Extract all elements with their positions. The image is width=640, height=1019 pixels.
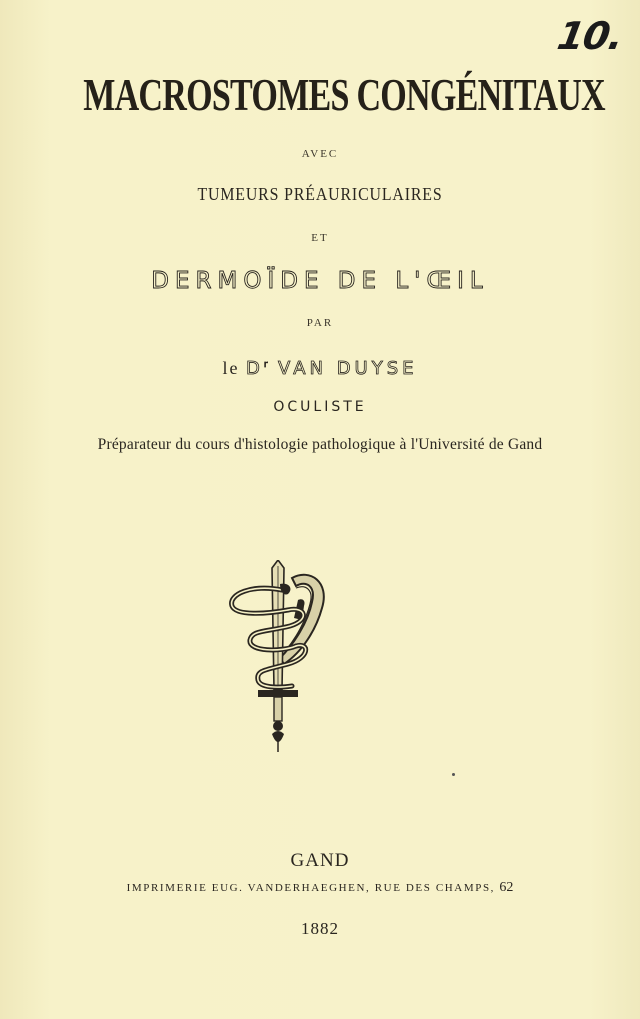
subtitle-tumeurs: TUMEURS PRÉAURICULAIRES (197, 184, 443, 204)
author-prefix: le (222, 358, 240, 378)
author-name: VAN DUYSE (278, 358, 418, 379)
printer-number: 62 (499, 880, 514, 895)
subtitle-dermoide: DERMOÏDE DE L'ŒIL (151, 268, 489, 294)
caduceus-sword-shield-icon (222, 560, 337, 760)
author-profession: OCULISTE (273, 399, 367, 415)
author-title-abbr: D (245, 358, 264, 379)
author-title (246, 358, 272, 379)
conjunction-par: PAR (306, 317, 334, 329)
author-title-sup: r (263, 360, 272, 370)
publication-year: 1882 (301, 919, 339, 938)
publication-city: GAND (290, 850, 350, 871)
speck (452, 773, 455, 776)
book-title: MACROSTOMES CONGÉNITAUX (83, 69, 605, 120)
printer-line (0, 880, 640, 896)
author-position: Préparateur du cours d'histologie pathologique à l'Université de Gand (97, 436, 543, 453)
conjunction-et: ET (311, 232, 329, 244)
author-line (0, 358, 640, 379)
printer-text: IMPRIMERIE EUG. VANDERHAEGHEN, RUE DES CHAMPS, (126, 882, 496, 894)
handwritten-page-number: 10. (553, 14, 626, 58)
conjunction-avec: AVEC (301, 148, 339, 160)
